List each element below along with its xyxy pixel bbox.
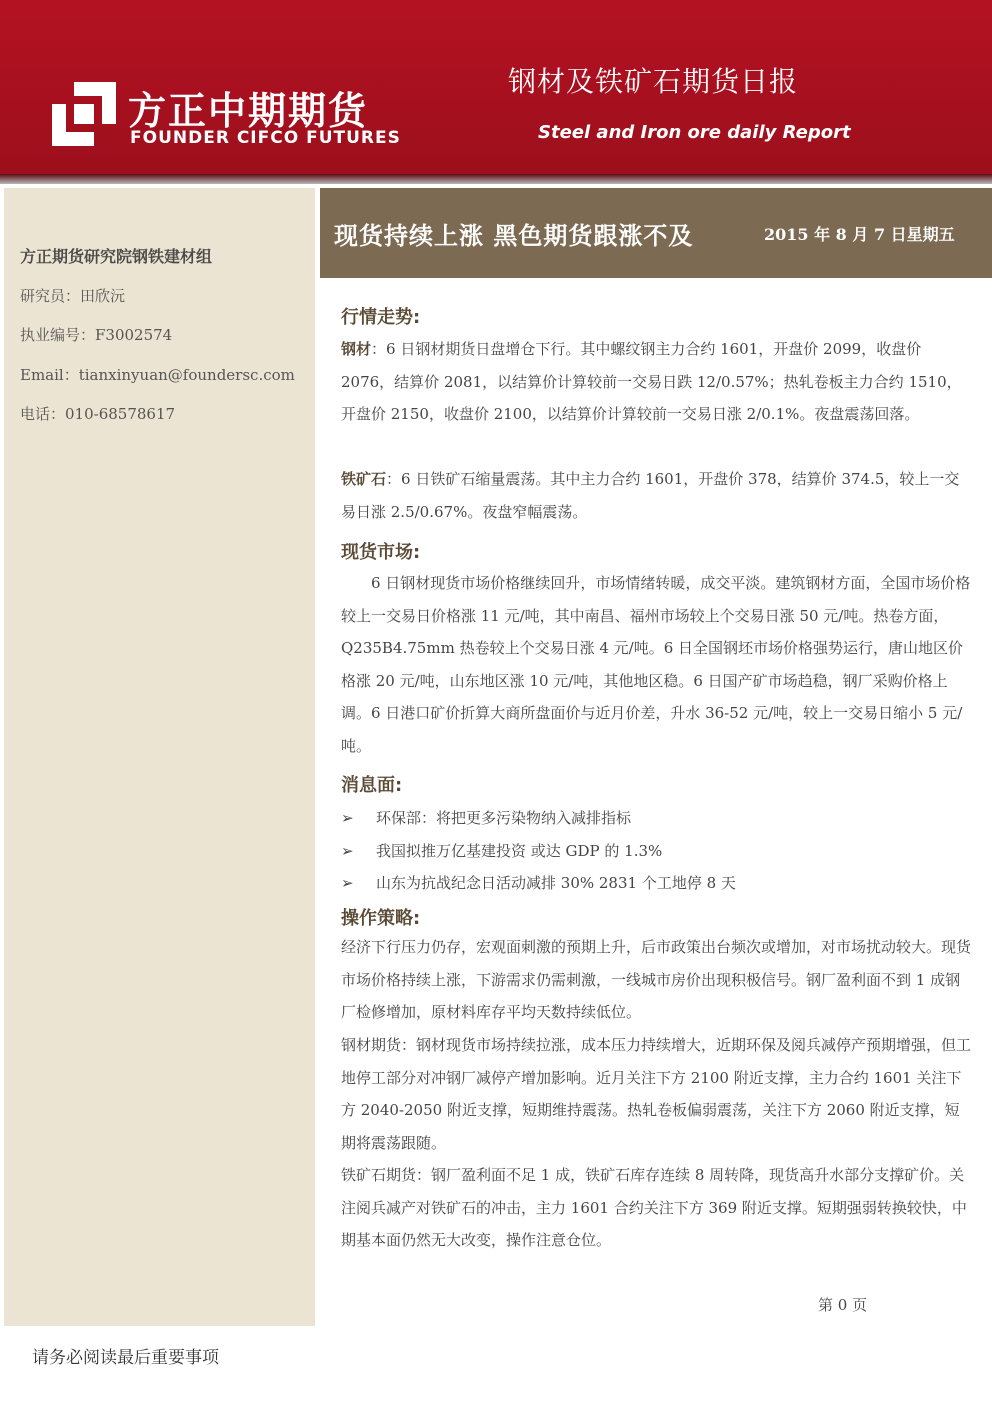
header-divider <box>0 174 992 184</box>
iron-text: ：6 日铁矿石缩量震荡。其中主力合约 1601，开盘价 378，结算价 374.5，较上一交易日涨 2.5/0.67%。夜盘窄幅震荡。 <box>341 470 960 521</box>
news-item <box>341 840 662 861</box>
arrow-bullet-icon: ➢ <box>341 874 354 892</box>
news-item <box>341 807 631 828</box>
headline: 现货持续上涨 黑色期货跟涨不及 <box>334 222 694 250</box>
news-item-text: 山东为抗战纪念日活动减排 30% 2831 个工地停 8 天 <box>376 874 736 892</box>
news-item-text: 我国拟推万亿基建投资 或达 GDP 的 1.3% <box>376 842 663 860</box>
section-heading-market-trend: 行情走势: <box>341 307 421 328</box>
disclaimer-note: 请务必阅读最后重要事项 <box>32 1348 219 1368</box>
strategy-paragraph-1: 经济下行压力仍存，宏观面刺激的预期上升，后市政策出台频次或增加，对市场扰动较大。现货市场价格持续上涨，下游需求仍需刺激，一线城市房价出现积极信号。钢厂盈利面不到 1 成钢厂检修增加，原材料库存平均天数持续低位。 <box>341 938 972 1022</box>
phone-contact: 电话：010-68578617 <box>20 405 176 423</box>
analyst-name: 研究员：田欣沅 <box>20 287 126 305</box>
iron-paragraph <box>341 463 971 528</box>
strategy-paragraph-2: 钢材期货：钢材现货市场持续拉涨，成本压力持续增大，近期环保及阅兵减停产预期增强，但工地停工部分对冲钢厂减停产增加影响。近月关注下方 2100 附近支撑，主力合约 1601 关注下方 2040-2050 附近支撑，短期维持震荡。热轧卷板偏弱震荡，关注下方 2060 附近支撑，短期将震荡跟随。 <box>341 1036 972 1152</box>
arrow-bullet-icon: ➢ <box>341 809 354 827</box>
founder-logo-icon <box>52 82 116 146</box>
news-item <box>341 872 736 893</box>
arrow-bullet-icon: ➢ <box>341 842 354 860</box>
research-group: 方正期货研究院钢铁建材组 <box>20 247 213 266</box>
strategy-paragraph-3: 铁矿石期货：钢厂盈利面不足 1 成，铁矿石库存连续 8 周转降，现货高升水部分支撑矿价。关注阅兵减产对铁矿石的冲击，主力 1601 合约关注下方 369 附近支撑。短期强弱转换较快，中期基本面仍然无大改变，操作注意仓位。 <box>341 1166 967 1250</box>
brand-name-en: FOUNDER CIFCO FUTURES <box>130 128 401 148</box>
brand-name-cn: 方正中期期货 <box>128 89 369 133</box>
license-number: 执业编号：F3002574 <box>20 326 173 344</box>
section-heading-strategy: 操作策略: <box>341 908 421 929</box>
sidebar <box>4 188 315 1326</box>
section-heading-news: 消息面: <box>341 775 403 796</box>
section-heading-spot-market: 现货市场: <box>341 542 421 563</box>
steel-label: 钢材 <box>341 340 372 358</box>
steel-text: ：6 日钢材期货日盘增仓下行。其中螺纹钢主力合约 1601，开盘价 2099，收盘价 2076，结算价 2081，以结算价计算较前一交易日跌 12/0.57%；热轧卷板主力合约 1510，开盘价 2150，收盘价 2100，以结算价计算较前一交易日涨 2/0.1%。夜盘震荡回落。 <box>341 340 962 424</box>
report-title-en: Steel and Iron ore daily Report <box>538 122 851 143</box>
iron-label: 铁矿石 <box>341 470 387 488</box>
news-item-text: 环保部：将把更多污染物纳入减排指标 <box>376 809 632 827</box>
report-date: 2015 年 8 月 7 日星期五 <box>764 225 955 244</box>
spot-market-paragraph: 6 日钢材现货市场价格继续回升，市场情绪转暖，成交平淡。建筑钢材方面，全国市场价格较上一交易日价格涨 11 元/吨，其中南昌、福州市场较上个交易日涨 50 元/吨。热卷方面，Q235B4.75mm 热卷较上个交易日涨 4 元/吨。6 日全国钢坯市场价格强势运行，唐山地区价格涨 20 元/吨，山东地区涨 10 元/吨，其他地区稳。6 日国产矿市场趋稳，钢厂采购价格上调。6 日港口矿价折算大商所盘面价与近月价差，升水 36-52 元/吨，较上一交易日缩小 5 元/吨。 <box>341 574 971 755</box>
page-number: 第 0 页 <box>818 1296 868 1314</box>
email-contact[interactable]: Email：tianxinyuan@foundersc.com <box>20 366 295 384</box>
report-title-cn: 钢材及铁矿石期货日报 <box>508 65 799 98</box>
steel-paragraph <box>341 333 971 431</box>
